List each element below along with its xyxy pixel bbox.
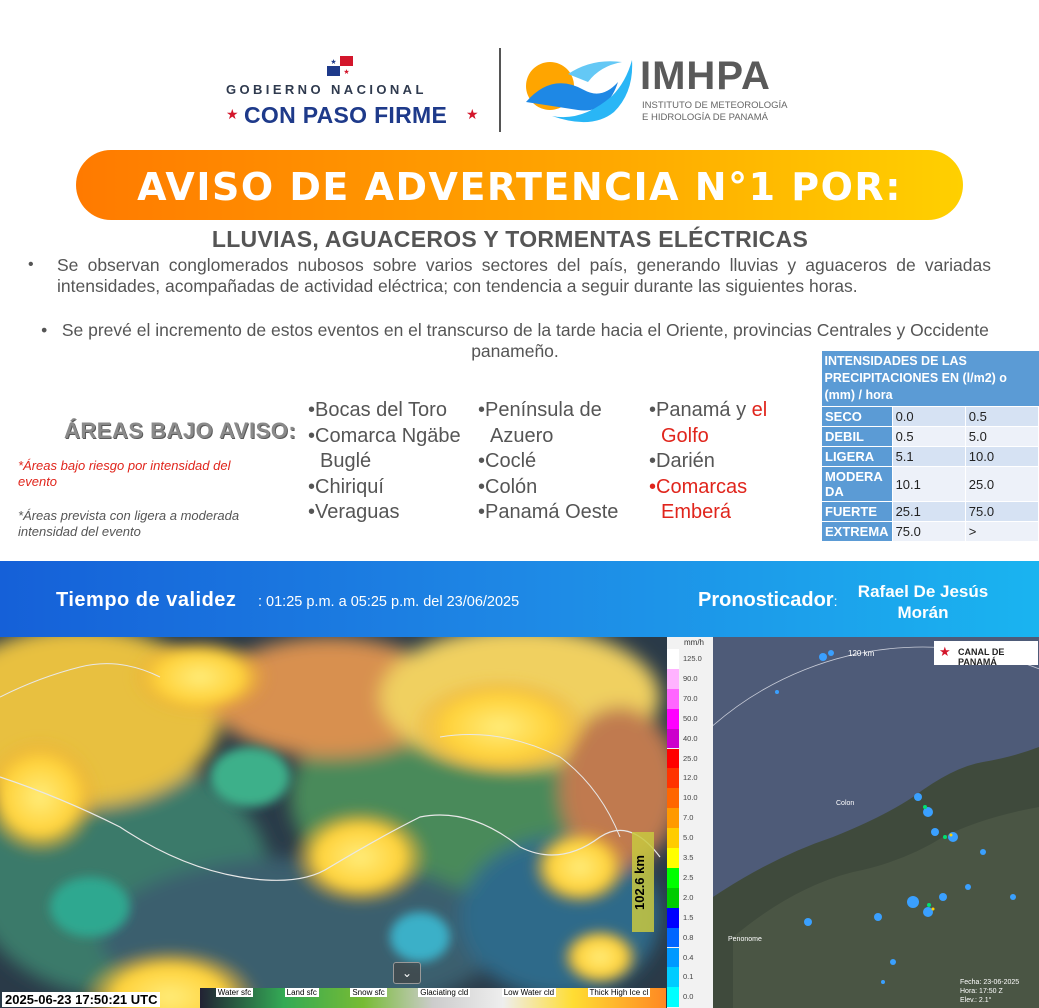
area-item: •Comarca Ngäbe Buglé <box>308 424 461 472</box>
radar-scale-label: 0.4 <box>683 952 694 962</box>
radar-scale-label: 40.0 <box>683 733 698 743</box>
imhpa-subtitle-line1: INSTITUTO DE METEOROLOGÍA <box>642 100 788 111</box>
radar-color-scale <box>667 637 713 1008</box>
radar-image <box>713 637 1039 1008</box>
radar-unit-label: mm/h <box>684 638 704 647</box>
radar-scale-swatch <box>667 729 679 749</box>
bullet-forecast-text: Se prevé el incremento de estos eventos en el transcurso de la tarde hacia el Oriente, provincias Centrales y Occidente panameño. <box>61 320 989 361</box>
satellite-image <box>0 637 667 1008</box>
radar-scale-label: 1.5 <box>683 912 694 922</box>
imhpa-subtitle-line2: E HIDROLOGÍA DE PANAMÁ <box>642 112 768 123</box>
table-row: SECO 0.0 0.5 <box>822 407 1039 427</box>
radar-scale-label: 0.1 <box>683 972 694 982</box>
radar-scale-label: 25.0 <box>683 753 698 763</box>
note-light: *Áreas prevista con ligera a moderada intensidad del evento <box>18 508 240 539</box>
note-risk: *Áreas bajo riesgo por intensidad del evento <box>18 458 231 489</box>
legend-label: Snow sfc <box>352 988 385 997</box>
svg-text:★: ★ <box>343 69 350 76</box>
radar-scale-label: 5.0 <box>683 833 694 843</box>
radar-scale-label: 90.0 <box>683 673 698 683</box>
legend-label: Land sfc <box>286 988 317 997</box>
radar-scale-label: 0.8 <box>683 932 694 942</box>
radar-info-date: Fecha: 23-06-2025 <box>960 979 1020 986</box>
radar-scale-swatch <box>667 828 679 848</box>
forecaster-name: Rafael De Jesús Morán <box>857 582 989 622</box>
radar-scale-label: 3.5 <box>683 853 694 862</box>
government-line1: GOBIERNO NACIONAL <box>226 82 427 97</box>
areas-title: ÁREAS BAJO AVISO: <box>64 418 297 443</box>
radar-scale-label: 50.0 <box>683 713 698 723</box>
radar-scale-swatch <box>667 749 679 769</box>
radar-scale-swatch <box>667 967 679 987</box>
area-item: •Península de Azuero <box>478 399 602 447</box>
areas-column-1 <box>308 398 478 526</box>
radar-scale-swatch <box>667 987 679 1007</box>
table-row: LIGERA 5.1 10.0 <box>822 447 1039 467</box>
area-item: •Bocas del Toro <box>308 399 447 421</box>
radar-info-elevation: Elev.: 2.1° <box>960 997 992 1004</box>
canal-brand: CANAL DE PANAMÁ <box>958 647 1005 667</box>
radar-scale-swatch <box>667 928 679 948</box>
validity-value: : 01:25 p.m. a 05:25 p.m. del 23/06/2025 <box>258 594 520 610</box>
area-item: •Veraguas <box>308 501 400 523</box>
intensity-table-header: INTENSIDADES DE LAS PRECIPITACIONES EN (l/m2) o (mm) / hora <box>822 351 1039 407</box>
area-item: •Darién <box>649 450 715 472</box>
radar-city-colon: Colon <box>836 800 855 807</box>
areas-column-3 <box>649 398 809 526</box>
table-row: FUERTE 25.1 75.0 <box>822 502 1039 522</box>
area-item: •Coclé <box>478 450 537 472</box>
radar-scale-swatch <box>667 848 679 868</box>
radar-info <box>960 978 1039 1008</box>
radar-city-penonome: Penonome <box>728 936 762 943</box>
satellite-legend <box>200 988 666 1008</box>
radar-range-label: 120 km <box>848 649 875 658</box>
bullet-mark: • <box>41 320 48 340</box>
government-line2: CON PASO FIRME <box>244 102 448 128</box>
validity-label: Tiempo de validez <box>56 589 237 611</box>
imhpa-wordmark: IMHPA <box>640 54 771 98</box>
chevron-down-icon[interactable]: ⌄ <box>393 962 421 984</box>
satellite-timestamp: 2025-06-23 17:50:21 UTC <box>2 992 160 1007</box>
radar-scale-swatch <box>667 669 679 689</box>
areas-column-2 <box>478 398 650 526</box>
forecaster-label: Pronosticador: <box>698 589 838 611</box>
radar-scale-label: 0.0 <box>683 992 694 1002</box>
bullet-observation: Se observan conglomerados nubosos sobre varios sectores del país, generando lluvias y aguaceros de variadas intensidades, acompañadas de actividad eléctrica; con tendencia a seguir durante las siguientes horas. <box>57 255 991 296</box>
radar-scale-swatch <box>667 948 679 968</box>
intensity-table <box>821 351 1039 542</box>
radar-scale-swatch <box>667 649 679 669</box>
area-item: •Colón <box>478 475 538 498</box>
star-right-icon: ★ <box>466 106 479 122</box>
star-icon: ★ <box>939 644 951 659</box>
star-left-icon: ★ <box>226 106 239 122</box>
area-item: •Chiriquí <box>308 475 384 498</box>
radar-scale-label: 70.0 <box>683 693 698 703</box>
bullet-mark: • <box>28 256 34 273</box>
radar-scale-swatch <box>667 768 679 788</box>
radar-scale-swatch <box>667 788 679 808</box>
radar-scale-label: 125.0 <box>683 654 702 663</box>
radar-scale-label: 7.0 <box>683 813 694 823</box>
radar-scale-label: 12.0 <box>683 773 698 783</box>
radar-scale-swatch <box>667 888 679 908</box>
legend-label: Glaciating cld <box>420 988 469 997</box>
radar-scale-swatch <box>667 908 679 928</box>
radar-scale-swatch <box>667 868 679 888</box>
warning-subtitle: LLUVIAS, AGUACEROS Y TORMENTAS ELÉCTRICAS <box>211 226 809 252</box>
radar-info-time: Hora: 17:50 Z <box>960 988 1003 995</box>
area-item: •Panamá Oeste <box>478 501 619 523</box>
legend-label: Thick High Ice cl <box>589 988 649 997</box>
area-item: •Panamá y el Golfo <box>649 399 768 447</box>
area-item: •Comarcas Emberá <box>649 475 748 523</box>
legend-label: Water sfc <box>217 988 252 997</box>
radar-scale-label: 10.0 <box>683 793 698 803</box>
table-row: MODERADA 10.1 25.0 <box>822 467 1039 502</box>
warning-title: AVISO DE ADVERTENCIA N°1 POR: <box>137 165 902 209</box>
radar-scale-swatch <box>667 689 679 709</box>
legend-label: Low Water cld <box>503 988 555 997</box>
header-divider <box>499 48 501 132</box>
radar-scale-label: 2.5 <box>683 872 694 882</box>
satellite-scale-label: 102.6 km <box>632 855 647 911</box>
svg-text:★: ★ <box>330 59 337 66</box>
table-row: DEBIL 0.5 5.0 <box>822 427 1039 447</box>
radar-scale-swatch <box>667 709 679 729</box>
radar-scale-swatch <box>667 808 679 828</box>
imhpa-logo-icon <box>522 52 634 128</box>
radar-scale-label: 2.0 <box>683 892 694 902</box>
panama-flag-icon <box>327 56 353 76</box>
table-row: EXTREMA 75.0 > <box>822 522 1039 542</box>
